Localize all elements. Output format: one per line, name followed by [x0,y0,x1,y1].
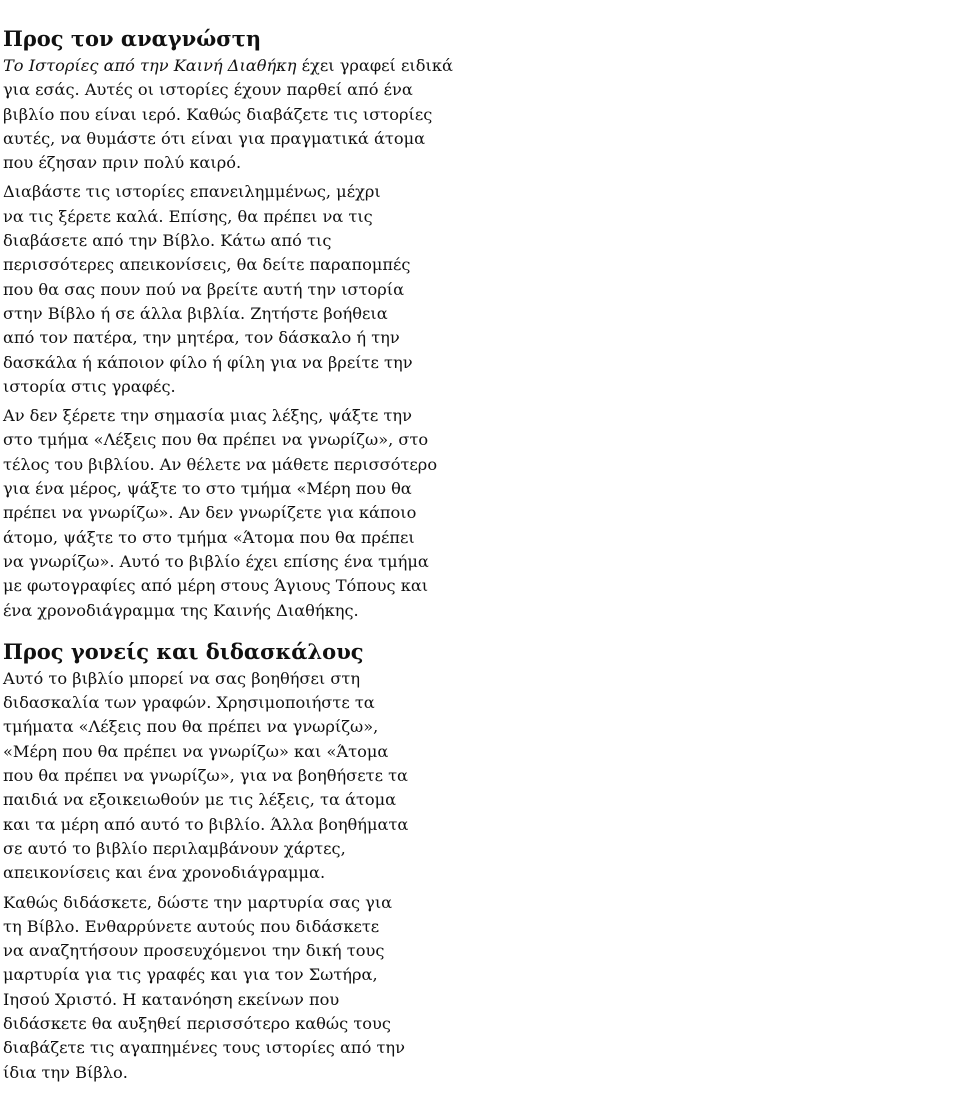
paragraph-line: βιβλίο που είναι ιερό. Καθώς διαβάζετε τις ιστορίες [3,104,433,124]
paragraph-line: απεικονίσεις και ένα χρονοδιάγραμμα. [3,863,326,883]
paragraph-line: να τις ξέρετε καλά. Επίσης, θα πρέπει να τις [3,206,373,226]
paragraph-line: παιδιά να εξοικειωθούν με τις λέξεις, τα άτομα [3,790,397,810]
paragraph-line: που θα πρέπει να γνωρίζω», για να βοηθήσετε τα [3,766,408,786]
paragraph-line: αυτές, να θυμάστε ότι είναι για πραγματικά άτομα [3,128,426,148]
paragraph-line: για ένα μέρος, ψάξτε το στο τμήμα «Μέρη που θα [3,479,412,499]
parents-paragraph-1 [3,667,503,886]
paragraph-line: να αναζητήσουν προσευχόμενοι την δική τους [3,941,385,961]
parents-paragraph-2 [3,891,503,1085]
paragraph-line: τμήματα «Λέξεις που θα πρέπει να γνωρίζω», [3,717,379,737]
paragraph-line: Αυτό το βιβλίο μπορεί να σας βοηθήσει στη [3,668,361,688]
paragraph-line: ένα χρονοδιάγραμμα της Καινής Διαθήκης. [3,600,359,620]
section-heading-parents-teachers: Προς γονείς και διδασκάλους [3,638,364,664]
reader-paragraph-3 [3,404,503,623]
paragraph-line: και τα μέρη από αυτό το βιβλίο. Άλλα βοηθήματα [3,814,409,834]
paragraph-line: με φωτογραφίες από μέρη στους Άγιους Τόπους και [3,576,429,596]
paragraph-line: για εσάς. Αυτές οι ιστορίες έχουν παρθεί από ένα [3,80,413,100]
paragraph-line: ίδια την Βίβλο. [3,1062,128,1082]
paragraph-line: μαρτυρία για τις γραφές και για τον Σωτήρα, [3,965,378,985]
paragraph-line: ιστορία στις γραφές. [3,376,176,396]
line-text: έχει γραφεί ειδικά [296,56,453,75]
paragraph-line: τη Βίβλο. Ενθαρρύνετε αυτούς που διδάσκετε [3,916,380,936]
paragraph-line: Αν δεν ξέρετε την σημασία μιας λέξης, ψάξτε την [3,406,412,426]
paragraph-line: διαβάζετε τις αγαπημένες τους ιστορίες από την [3,1038,405,1058]
paragraph-line: τέλος του βιβλίου. Αν θέλετε να μάθετε περισσότερο [3,454,438,474]
paragraph-line: από τον πατέρα, την μητέρα, τον δάσκαλο ή την [3,328,400,348]
paragraph-line: σε αυτό το βιβλίο περιλαμβάνουν χάρτες, [3,838,346,858]
paragraph-line [3,54,503,78]
paragraph-line: στο τμήμα «Λέξεις που θα πρέπει να γνωρίζω», στο [3,430,429,450]
paragraph-line: Ιησού Χριστό. Η κατανόηση εκείνων που [3,989,340,1009]
paragraph-line: στην Βίβλο ή σε άλλα βιβλία. Ζητήστε βοήθεια [3,303,388,323]
paragraph-line: διαβάσετε από την Βίβλο. Κάτω από τις [3,231,332,251]
paragraph-line: άτομο, ψάξτε το στο τμήμα «Άτομα που θα πρέπει [3,527,415,547]
page-content [3,24,503,1085]
book-title: Το Ιστορίες από την Καινή Διαθήκη [3,56,297,75]
paragraph-line: Καθώς διδάσκετε, δώστε την μαρτυρία σας για [3,892,393,912]
paragraph-line: περισσότερες απεικονίσεις, θα δείτε παραπομπές [3,255,411,275]
paragraph-line: δασκάλα ή κάποιον φίλο ή φίλη για να βρείτε την [3,352,413,372]
paragraph-line: διδασκαλία των γραφών. Χρησιμοποιήστε τα [3,693,375,713]
paragraph-line: που έζησαν πριν πολύ καιρό. [3,153,242,173]
paragraph-line: να γνωρίζω». Αυτό το βιβλίο έχει επίσης ένα τμήμα [3,551,429,571]
paragraph-line: Διαβάστε τις ιστορίες επανειλημμένως, μέχρι [3,182,381,202]
paragraph-line: «Μέρη που θα πρέπει να γνωρίζω» και «Άτομα [3,741,389,761]
reader-paragraph-2 [3,180,503,399]
paragraph-line: πρέπει να γνωρίζω». Αν δεν γνωρίζετε για κάποιο [3,503,417,523]
paragraph-line: διδάσκετε θα αυξηθεί περισσότερο καθώς τους [3,1013,391,1033]
section-heading-reader: Προς τον αναγνώστη [3,26,262,51]
paragraph-line: που θα σας πουν πού να βρείτε αυτή την ιστορία [3,279,405,299]
reader-paragraph-1 [3,54,503,175]
